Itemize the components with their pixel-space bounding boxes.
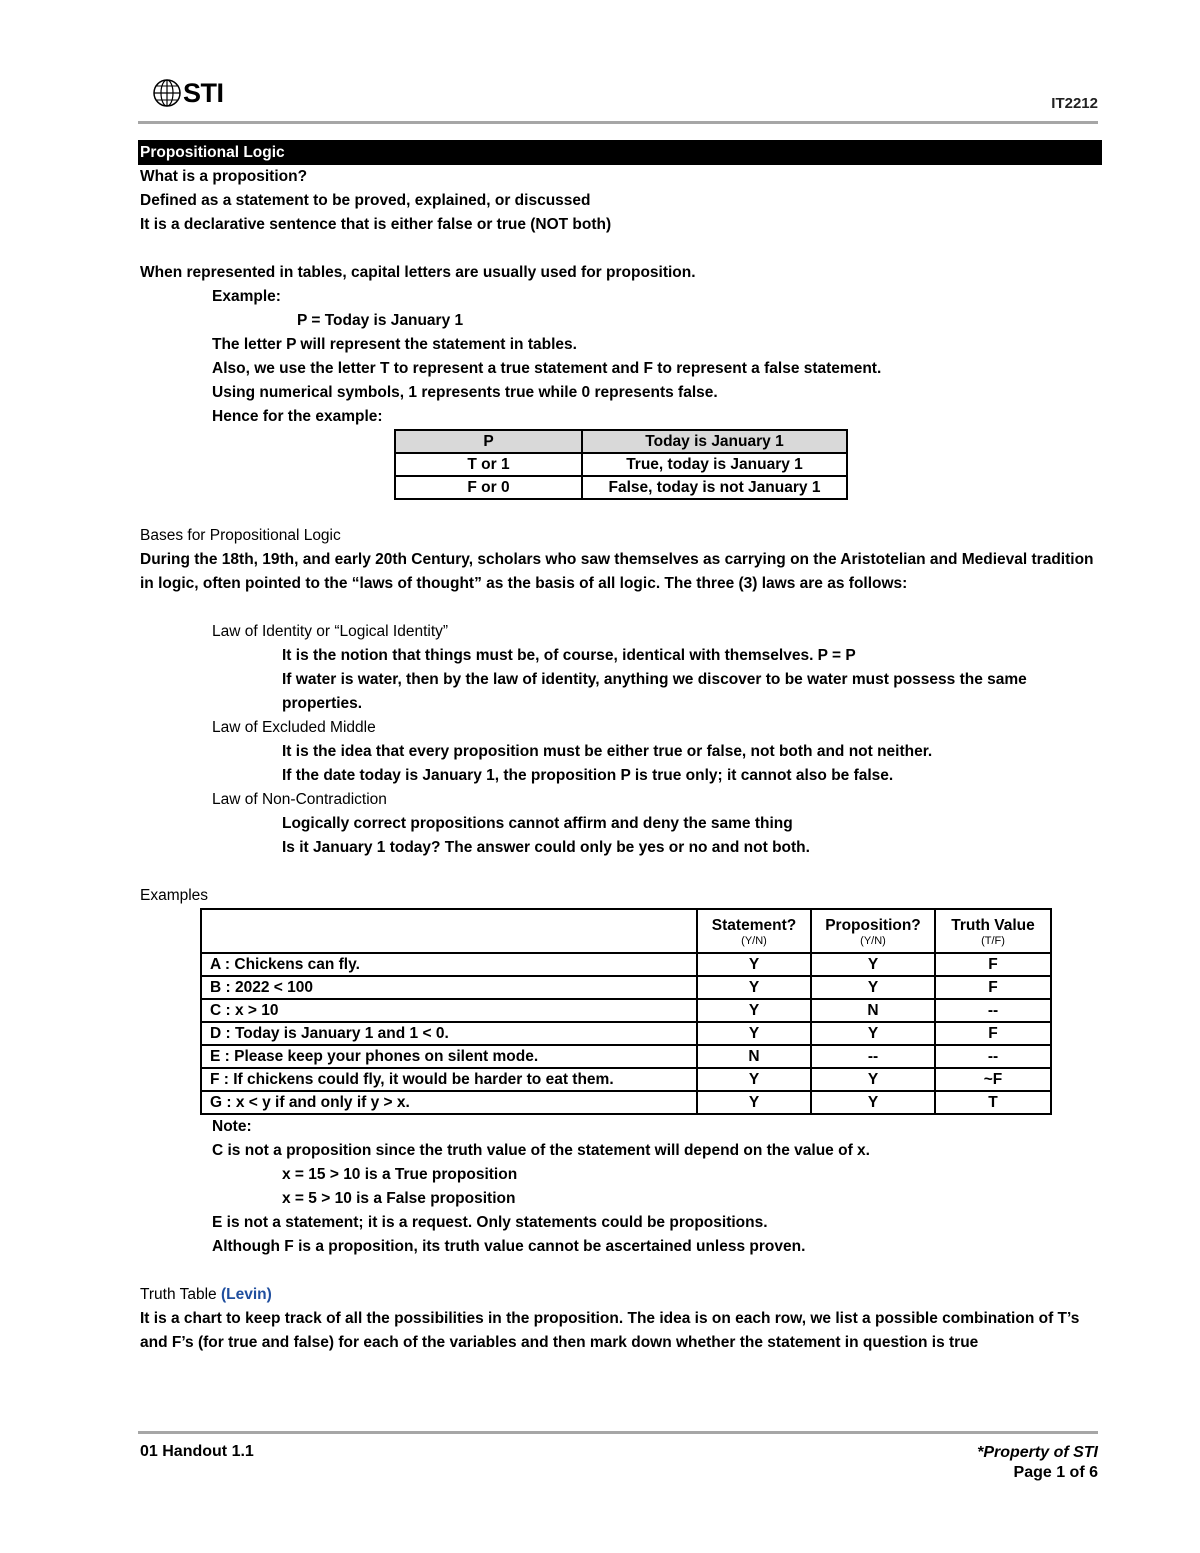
law-line: Logically correct propositions cannot affirm and deny the same thing <box>282 815 793 832</box>
example-value-cell: ~F <box>935 1068 1051 1091</box>
example-value-cell: T <box>935 1091 1051 1114</box>
example-value-cell: Y <box>697 976 811 999</box>
column-label: Proposition? <box>825 916 921 934</box>
table-header-row <box>395 430 847 453</box>
note-line: x = 5 > 10 is a False proposition <box>282 1190 516 1207</box>
footer-right <box>977 1443 1098 1483</box>
column-sublabel: (Y/N) <box>741 934 767 947</box>
bases-paragraph: During the 18th, 19th, and early 20th Century, scholars who saw themselves as carrying on the Aristotelian and Medieval tradition in logic, often pointed to the “laws of thought” as the basis of all logic. The three (3) laws are as follows: <box>140 551 1094 592</box>
example-value-cell: Y <box>697 1022 811 1045</box>
example-value-cell: N <box>811 999 935 1022</box>
table-row <box>201 953 1051 976</box>
table-row <box>201 976 1051 999</box>
example-value-cell: Y <box>811 1091 935 1114</box>
example-statement-cell: D : Today is January 1 and 1 < 0. <box>201 1022 697 1045</box>
explanation-line: The letter P will represent the statement in tables. <box>212 336 577 353</box>
table-row <box>201 1091 1051 1114</box>
example-value-cell: Y <box>811 1068 935 1091</box>
law-line: If water is water, then by the law of identity, anything we discover to be water must possess the same properties. <box>282 671 1027 712</box>
table-row <box>201 999 1051 1022</box>
source-citation: (Levin) <box>221 1286 272 1303</box>
intro-heading: What is a proposition? <box>140 168 308 185</box>
example-value-cell: Y <box>697 953 811 976</box>
example-value-cell: -- <box>935 1045 1051 1068</box>
example-value-cell: -- <box>811 1045 935 1068</box>
table-row <box>201 1022 1051 1045</box>
example-label: Example: <box>212 288 281 305</box>
example-value-cell: Y <box>697 1068 811 1091</box>
law-title: Law of Non-Contradiction <box>212 791 387 808</box>
table-header-cell <box>697 909 811 953</box>
example-statement-cell: G : x < y if and only if y > x. <box>201 1091 697 1114</box>
table-row <box>395 453 847 476</box>
truth-table-title: Truth Table <box>140 1286 217 1303</box>
example-value-cell: Y <box>811 1022 935 1045</box>
table-header-cell <box>811 909 935 953</box>
example-statement-cell: E : Please keep your phones on silent mode. <box>201 1045 697 1068</box>
table-header-cell: Today is January 1 <box>582 430 847 453</box>
note-line: Although F is a proposition, its truth value cannot be ascertained unless proven. <box>212 1238 806 1255</box>
example-value-cell: F <box>935 976 1051 999</box>
example-value-cell: -- <box>935 999 1051 1022</box>
handout-content <box>140 140 1102 1355</box>
table-header-cell <box>935 909 1051 953</box>
note-line: E is not a statement; it is a request. Only statements could be propositions. <box>212 1214 768 1231</box>
example-value-cell: Y <box>697 999 811 1022</box>
example-statement-cell: B : 2022 < 100 <box>201 976 697 999</box>
truth-table-heading <box>140 1283 1102 1307</box>
law-title: Law of Excluded Middle <box>212 719 376 736</box>
example-truth-table <box>394 429 848 500</box>
law-line: It is the notion that things must be, of course, identical with themselves. P = P <box>282 647 856 664</box>
law-line: It is the idea that every proposition must be either true or false, not both and not neither. <box>282 743 933 760</box>
example-value-cell: Y <box>697 1091 811 1114</box>
table-header-cell <box>201 909 697 953</box>
page-number: Page 1 of 6 <box>1013 1464 1098 1481</box>
example-statement-cell: C : x > 10 <box>201 999 697 1022</box>
document-code: IT2212 <box>1051 95 1098 112</box>
note-line: C is not a proposition since the truth value of the statement will depend on the value of x. <box>212 1142 870 1159</box>
example-value-cell: Y <box>811 976 935 999</box>
table-row <box>395 476 847 499</box>
table-cell: False, today is not January 1 <box>582 476 847 499</box>
law-line: If the date today is January 1, the proposition P is true only; it cannot also be false. <box>282 767 894 784</box>
example-value-cell: N <box>697 1045 811 1068</box>
examples-heading: Examples <box>140 887 209 904</box>
header-divider <box>138 121 1098 124</box>
table-cell: F or 0 <box>395 476 582 499</box>
table-cell: T or 1 <box>395 453 582 476</box>
table-cell: True, today is January 1 <box>582 453 847 476</box>
handout-label: 01 Handout 1.1 <box>140 1443 254 1460</box>
explanation-line: Using numerical symbols, 1 represents true while 0 represents false. <box>212 384 718 401</box>
law-line: Is it January 1 today? The answer could only be yes or no and not both. <box>282 839 810 856</box>
law-title: Law of Identity or “Logical Identity” <box>212 623 449 640</box>
column-label: Truth Value <box>951 916 1035 934</box>
section-title: Propositional Logic <box>138 140 1102 165</box>
table-header-cell: P <box>395 430 582 453</box>
example-statement-cell: F : If chickens could fly, it would be harder to eat them. <box>201 1068 697 1091</box>
table-header-row <box>201 909 1051 953</box>
examples-table-body <box>201 953 1051 1114</box>
example-statement-cell: A : Chickens can fly. <box>201 953 697 976</box>
table-row <box>201 1068 1051 1091</box>
footer-divider <box>138 1431 1098 1434</box>
globe-icon <box>152 78 182 108</box>
note-line: x = 15 > 10 is a True proposition <box>282 1166 518 1183</box>
table-row <box>201 1045 1051 1068</box>
definition-line: Defined as a statement to be proved, explained, or discussed <box>140 192 591 209</box>
logo-text: STI <box>183 78 224 108</box>
property-notice: *Property of STI <box>977 1444 1098 1461</box>
example-value-cell: Y <box>811 953 935 976</box>
definition-line: It is a declarative sentence that is either false or true (NOT both) <box>140 216 612 233</box>
column-label: Statement? <box>711 916 797 934</box>
examples-table <box>200 908 1052 1115</box>
example-value-cell: F <box>935 953 1051 976</box>
explanation-line: Also, we use the letter T to represent a true statement and F to represent a false statement. <box>212 360 882 377</box>
column-sublabel: (Y/N) <box>860 934 886 947</box>
note-label: Note: <box>212 1118 252 1135</box>
example-value-cell: F <box>935 1022 1051 1045</box>
tables-note: When represented in tables, capital letters are usually used for proposition. <box>140 264 696 281</box>
truth-table-paragraph: It is a chart to keep track of all the possibilities in the proposition. The idea is on each row, we list a possible combination of T’s and F’s (for true and false) for each of the variables and then mark down whether the statement in question is true <box>140 1310 1080 1351</box>
example-value: P = Today is January 1 <box>297 312 464 329</box>
sti-logo <box>152 78 224 108</box>
bases-heading: Bases for Propositional Logic <box>140 527 341 544</box>
column-sublabel: (T/F) <box>981 934 1005 947</box>
explanation-line: Hence for the example: <box>212 408 383 425</box>
